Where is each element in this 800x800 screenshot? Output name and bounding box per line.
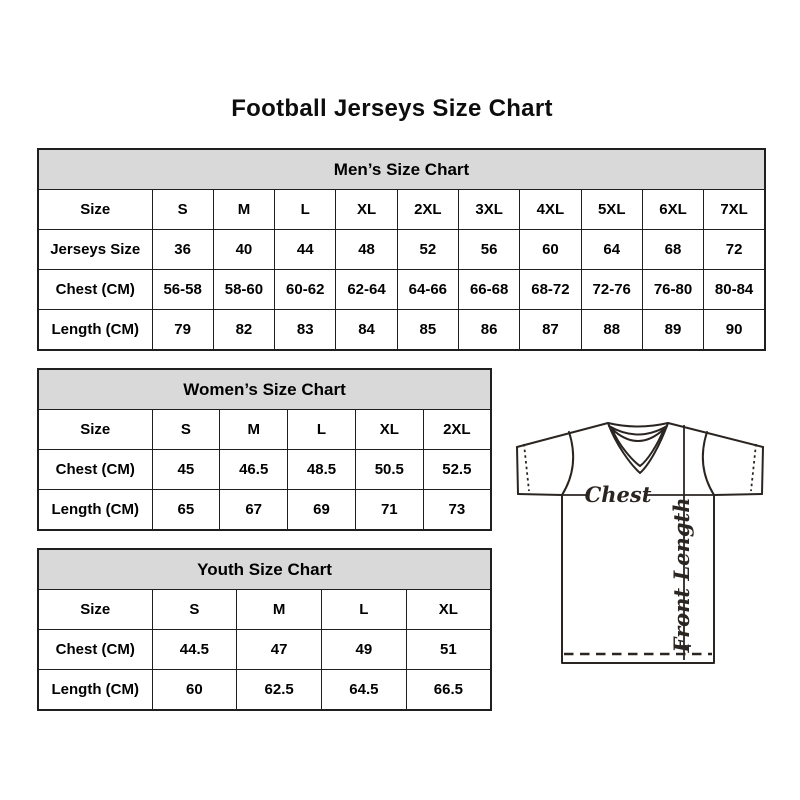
womens-table-row bbox=[38, 450, 491, 490]
womens-cell: 65 bbox=[152, 490, 220, 531]
mens-cell: 4XL bbox=[520, 190, 581, 230]
youth-table-title: Youth Size Chart bbox=[38, 549, 491, 590]
mens-cell: 60-62 bbox=[275, 270, 336, 310]
youth-row-label: Size bbox=[38, 590, 152, 630]
mens-cell: 68-72 bbox=[520, 270, 581, 310]
mens-cell: 76-80 bbox=[642, 270, 703, 310]
mens-cell: 3XL bbox=[458, 190, 519, 230]
mens-cell: S bbox=[152, 190, 213, 230]
womens-cell: 46.5 bbox=[220, 450, 288, 490]
mens-cell: 68 bbox=[642, 230, 703, 270]
jersey-outline-icon bbox=[517, 423, 763, 663]
womens-cell: 73 bbox=[423, 490, 491, 531]
womens-cell: 2XL bbox=[423, 410, 491, 450]
womens-table-title: Women’s Size Chart bbox=[38, 369, 491, 410]
youth-cell: 49 bbox=[322, 630, 407, 670]
youth-cell: XL bbox=[406, 590, 491, 630]
mens-cell: 5XL bbox=[581, 190, 642, 230]
youth-cell: L bbox=[322, 590, 407, 630]
mens-row-label: Size bbox=[38, 190, 152, 230]
mens-cell: 6XL bbox=[642, 190, 703, 230]
youth-cell: 62.5 bbox=[237, 670, 322, 711]
mens-cell: 60 bbox=[520, 230, 581, 270]
womens-cell: S bbox=[152, 410, 220, 450]
page-title: Football Jerseys Size Chart bbox=[231, 95, 553, 122]
mens-cell: 36 bbox=[152, 230, 213, 270]
womens-cell: 67 bbox=[220, 490, 288, 531]
youth-row-label: Chest (CM) bbox=[38, 630, 152, 670]
mens-cell: 72 bbox=[704, 230, 765, 270]
mens-cell: 40 bbox=[213, 230, 274, 270]
mens-cell: 64 bbox=[581, 230, 642, 270]
mens-row-label: Chest (CM) bbox=[38, 270, 152, 310]
mens-cell: 52 bbox=[397, 230, 458, 270]
mens-cell: L bbox=[275, 190, 336, 230]
womens-cell: 69 bbox=[288, 490, 356, 531]
youth-cell: 44.5 bbox=[152, 630, 237, 670]
youth-cell: M bbox=[237, 590, 322, 630]
womens-cell: M bbox=[220, 410, 288, 450]
mens-cell: 56-58 bbox=[152, 270, 213, 310]
youth-table-row bbox=[38, 590, 491, 630]
mens-cell: 62-64 bbox=[336, 270, 397, 310]
mens-cell: 84 bbox=[336, 310, 397, 351]
chest-label: Chest bbox=[584, 482, 652, 507]
mens-cell: 72-76 bbox=[581, 270, 642, 310]
mens-cell: 58-60 bbox=[213, 270, 274, 310]
mens-table-title: Men’s Size Chart bbox=[38, 149, 765, 190]
youth-row-label: Length (CM) bbox=[38, 670, 152, 711]
womens-cell: 50.5 bbox=[355, 450, 423, 490]
womens-cell: 71 bbox=[355, 490, 423, 531]
mens-cell: 48 bbox=[336, 230, 397, 270]
mens-cell: 56 bbox=[458, 230, 519, 270]
youth-cell: S bbox=[152, 590, 237, 630]
womens-cell: 52.5 bbox=[423, 450, 491, 490]
youth-table-row bbox=[38, 670, 491, 711]
mens-cell: 80-84 bbox=[704, 270, 765, 310]
mens-cell: 82 bbox=[213, 310, 274, 351]
mens-cell: 86 bbox=[458, 310, 519, 351]
mens-table-row bbox=[38, 190, 765, 230]
mens-cell: 66-68 bbox=[458, 270, 519, 310]
womens-size-table bbox=[37, 368, 492, 531]
mens-table-row bbox=[38, 270, 765, 310]
womens-row-label: Chest (CM) bbox=[38, 450, 152, 490]
womens-cell: 48.5 bbox=[288, 450, 356, 490]
mens-cell: 2XL bbox=[397, 190, 458, 230]
jersey-diagram bbox=[505, 412, 775, 672]
youth-cell: 51 bbox=[406, 630, 491, 670]
mens-table-row bbox=[38, 310, 765, 351]
womens-table-row bbox=[38, 490, 491, 531]
youth-cell: 66.5 bbox=[406, 670, 491, 711]
womens-cell: 45 bbox=[152, 450, 220, 490]
womens-cell: XL bbox=[355, 410, 423, 450]
mens-cell: 64-66 bbox=[397, 270, 458, 310]
mens-cell: 89 bbox=[642, 310, 703, 351]
mens-cell: 83 bbox=[275, 310, 336, 351]
front-length-label: Front Length bbox=[669, 497, 694, 653]
womens-table-row bbox=[38, 410, 491, 450]
youth-cell: 47 bbox=[237, 630, 322, 670]
mens-cell: 88 bbox=[581, 310, 642, 351]
mens-size-table bbox=[37, 148, 766, 351]
mens-cell: M bbox=[213, 190, 274, 230]
womens-row-label: Length (CM) bbox=[38, 490, 152, 531]
mens-cell: XL bbox=[336, 190, 397, 230]
youth-cell: 64.5 bbox=[322, 670, 407, 711]
womens-row-label: Size bbox=[38, 410, 152, 450]
mens-row-label: Length (CM) bbox=[38, 310, 152, 351]
womens-cell: L bbox=[288, 410, 356, 450]
mens-table-row bbox=[38, 230, 765, 270]
mens-cell: 90 bbox=[704, 310, 765, 351]
mens-cell: 87 bbox=[520, 310, 581, 351]
mens-cell: 85 bbox=[397, 310, 458, 351]
youth-table-row bbox=[38, 630, 491, 670]
youth-size-table bbox=[37, 548, 492, 711]
mens-row-label: Jerseys Size bbox=[38, 230, 152, 270]
mens-cell: 79 bbox=[152, 310, 213, 351]
mens-cell: 44 bbox=[275, 230, 336, 270]
youth-cell: 60 bbox=[152, 670, 237, 711]
mens-cell: 7XL bbox=[704, 190, 765, 230]
